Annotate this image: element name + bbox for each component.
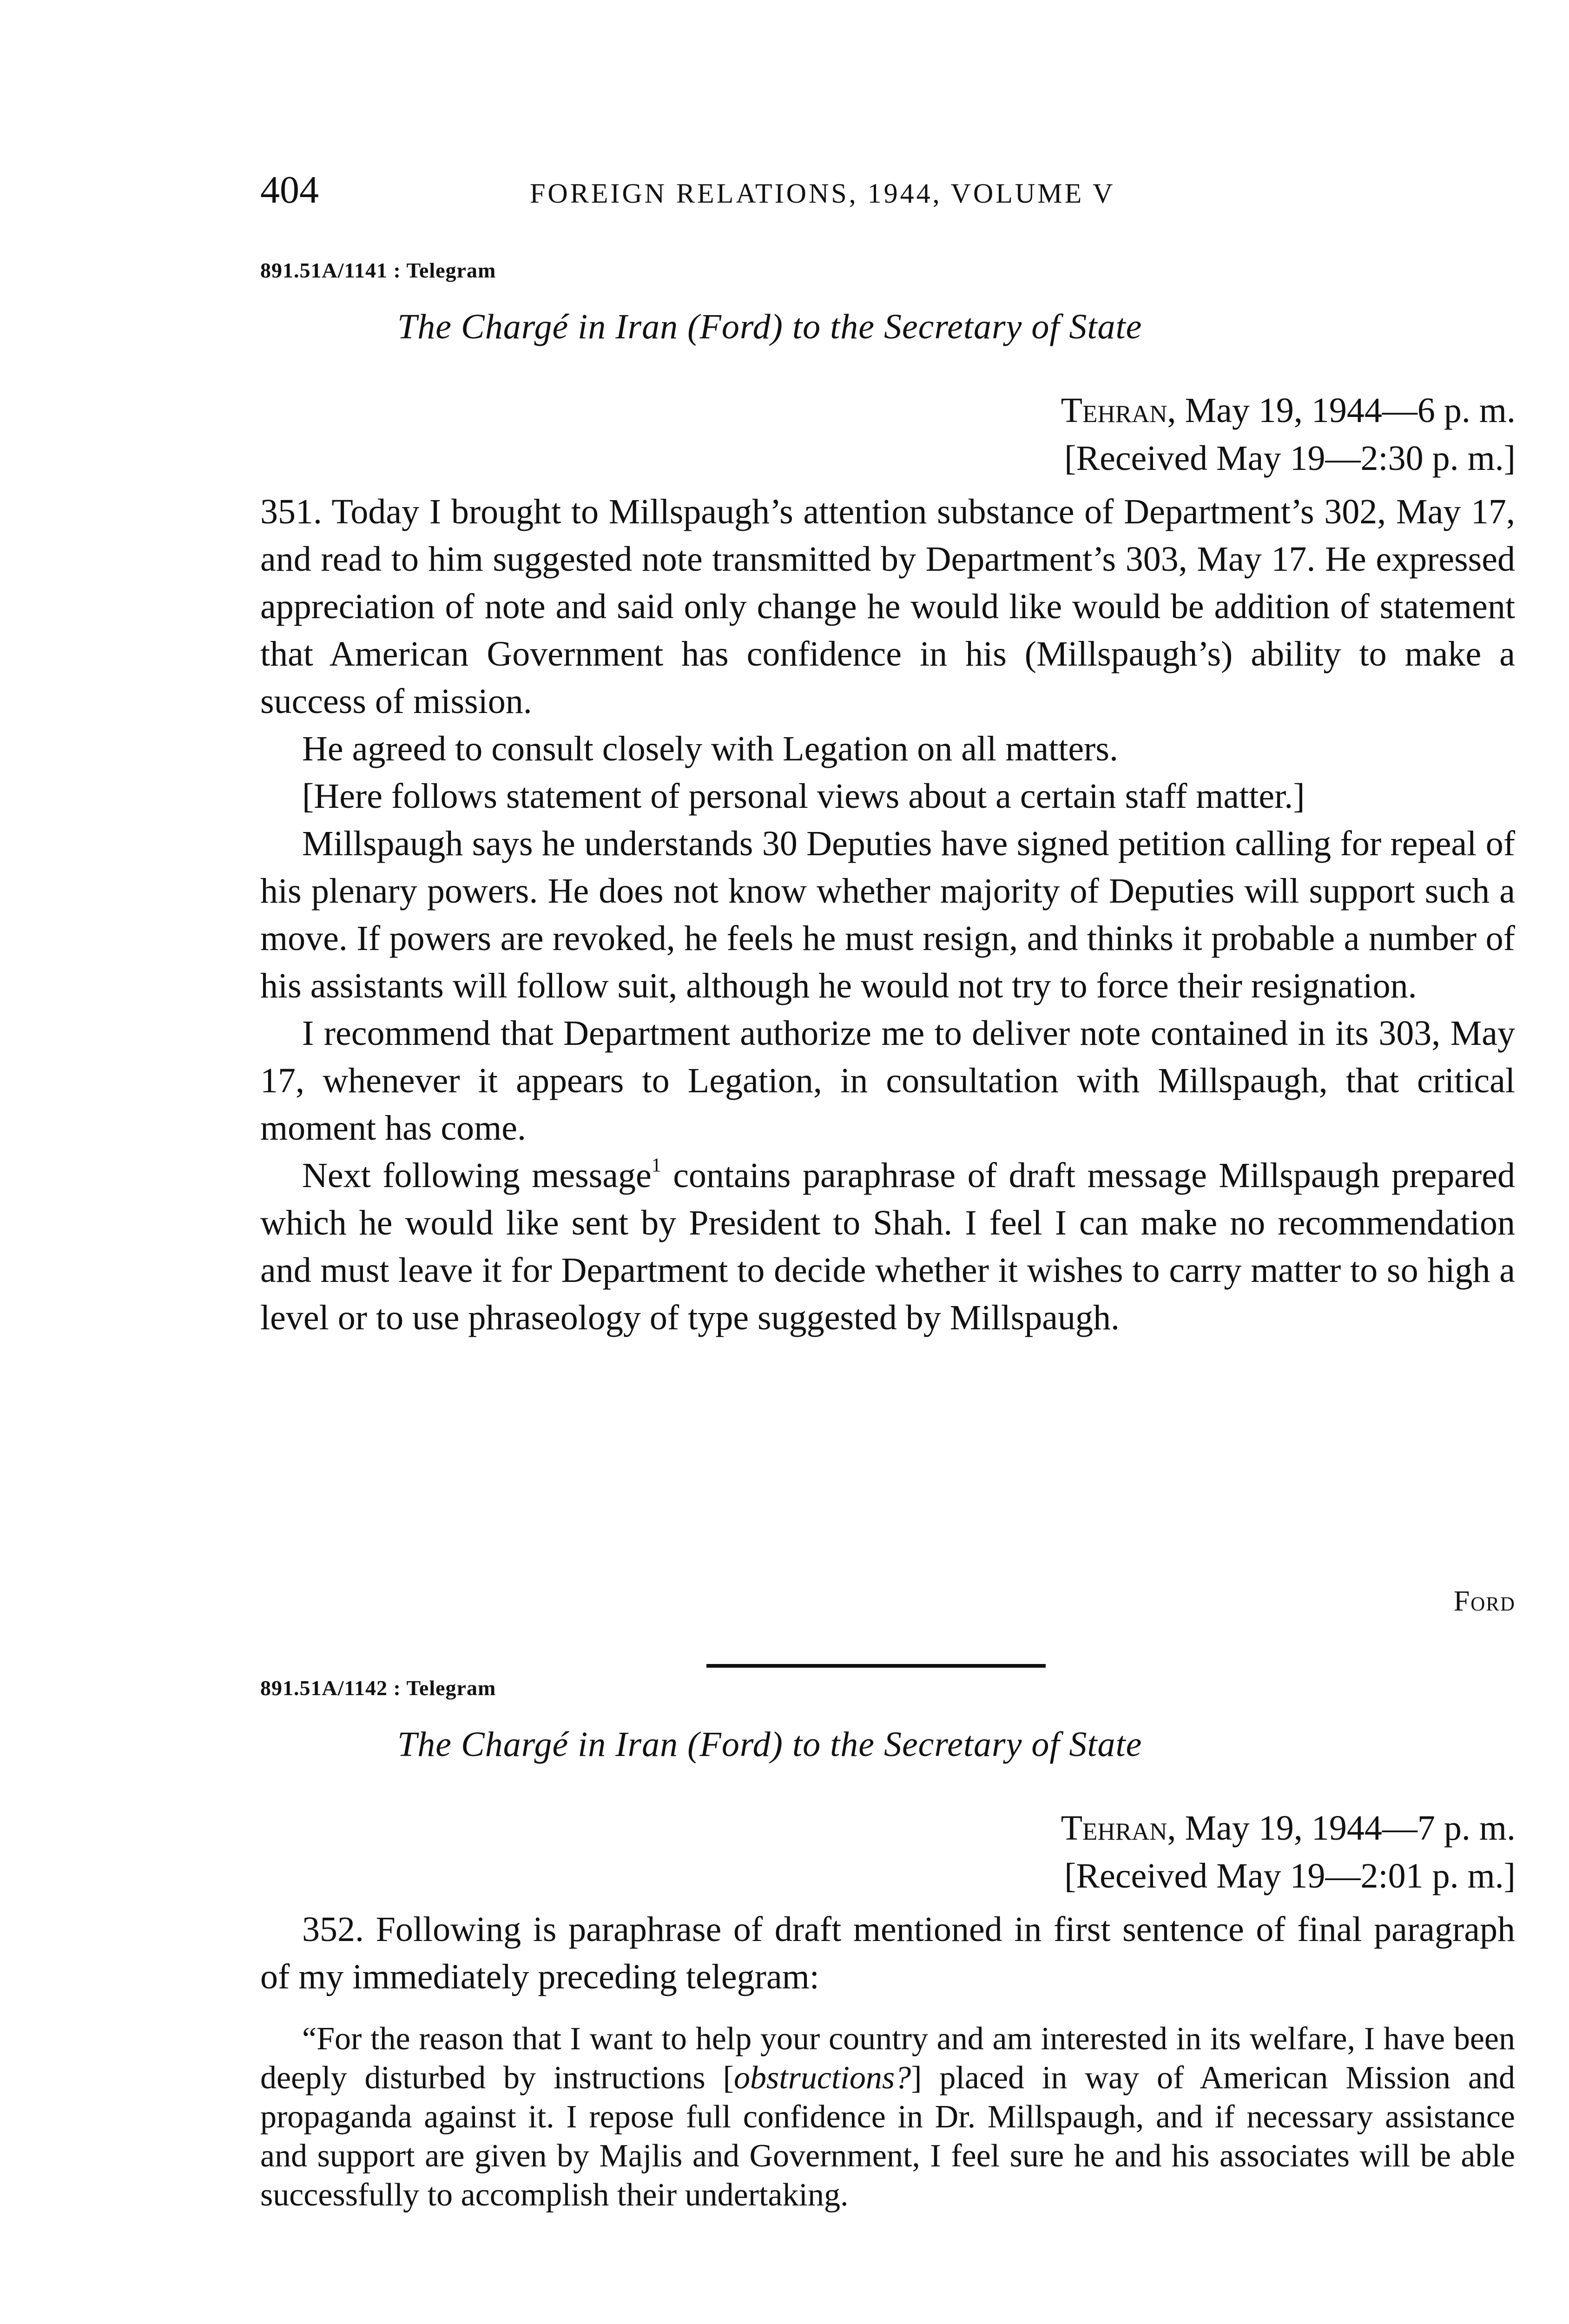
doc2-paragraph: 352. Following is paraphrase of draft mentioned in first sentence of final paragraph of my immediately preceding telegram: <box>260 1910 1515 1996</box>
section-divider <box>706 1664 1046 1668</box>
doc2-file-reference: 891.51A/1142 : Telegram <box>260 1676 496 1700</box>
doc2-title: The Chargé in Iran (Ford) to the Secretary of State <box>397 1725 1142 1764</box>
doc1-paragraph: 351. Today I brought to Millspaugh’s attention substance of Department’s 302, May 17, and read to him suggested note transmitted by Department’s 303, May 17. He expressed appreciation of note and said only change he would like would be addition of statement that American Government has confidence in his (Millspaugh’s) ability to make a success of mission. <box>260 492 1515 721</box>
doc1-received: [Received May 19—2:30 p. m.] <box>1064 439 1516 478</box>
doc2-received: [Received May 19—2:01 p. m.] <box>1064 1856 1516 1895</box>
doc2-dateline <box>1061 1808 1516 1849</box>
doc1-date: May 19, 1944—6 p. m. <box>1176 391 1516 430</box>
doc2-quote-part1: “For the reason that I want to help your country and am interested in its welfare, I have been deeply disturbed by instructions [ <box>260 2021 1515 2096</box>
running-head: FOREIGN RELATIONS, 1944, VOLUME V <box>530 178 1115 209</box>
doc2-date: May 19, 1944—7 p. m. <box>1176 1809 1516 1848</box>
doc1-body <box>260 488 1515 1341</box>
doc1-last-start: Next following message <box>302 1156 652 1195</box>
doc1-file-reference: 891.51A/1141 : Telegram <box>260 258 496 282</box>
doc2-quote <box>260 2020 1515 2215</box>
doc1-signature: Ford <box>1453 1585 1516 1617</box>
doc1-dateline <box>1061 390 1516 431</box>
doc2-body <box>260 1906 1515 2000</box>
doc1-paragraph: He agreed to consult closely with Legation on all matters. <box>302 729 1118 768</box>
footnote-reference: 1 <box>651 1155 661 1176</box>
doc1-last-rest: contains paraphrase of draft message Millspaugh prepared which he would like sent by President to Shah. I feel I can make no recommendation and must leave it for Department to decide whether it wishes to carry matter to so high a level or to use phraseology of type suggested by Millspaugh. <box>260 1156 1515 1337</box>
doc1-paragraph-last <box>260 1152 1515 1341</box>
doc1-place: Tehran, <box>1061 391 1176 430</box>
doc1-paragraph: I recommend that Department authorize me to deliver note contained in its 303, May 17, whenever it appears to Legation, in consultation with Millspaugh, that critical moment has come. <box>260 1014 1515 1148</box>
doc2-place: Tehran, <box>1061 1809 1176 1848</box>
doc1-paragraph: [Here follows statement of personal views about a certain staff matter.] <box>302 777 1305 816</box>
doc2-quote-italic: obstructions? <box>733 2060 911 2096</box>
doc2-quote-paragraph <box>260 2020 1515 2215</box>
doc1-title: The Chargé in Iran (Ford) to the Secretary of State <box>397 307 1142 346</box>
page-number: 404 <box>260 168 319 211</box>
doc2-quote-part2: ] placed in way of American Mission and propaganda against it. I repose full confidence in Dr. Millspaugh, and if necessary assistance and support are given by Majlis and Government, I feel sure he and his associates will be able successfully to accomplish their undertaking. <box>260 2060 1516 2213</box>
doc1-paragraph: Millspaugh says he understands 30 Deputies have signed petition calling for repeal of his plenary powers. He does not know whether majority of Deputies will support such a move. If powers are revoked, he feels he must resign, and thinks it probable a number of his assistants will follow suit, although he would not try to force their resignation. <box>260 824 1515 1005</box>
page-header <box>260 167 1515 218</box>
